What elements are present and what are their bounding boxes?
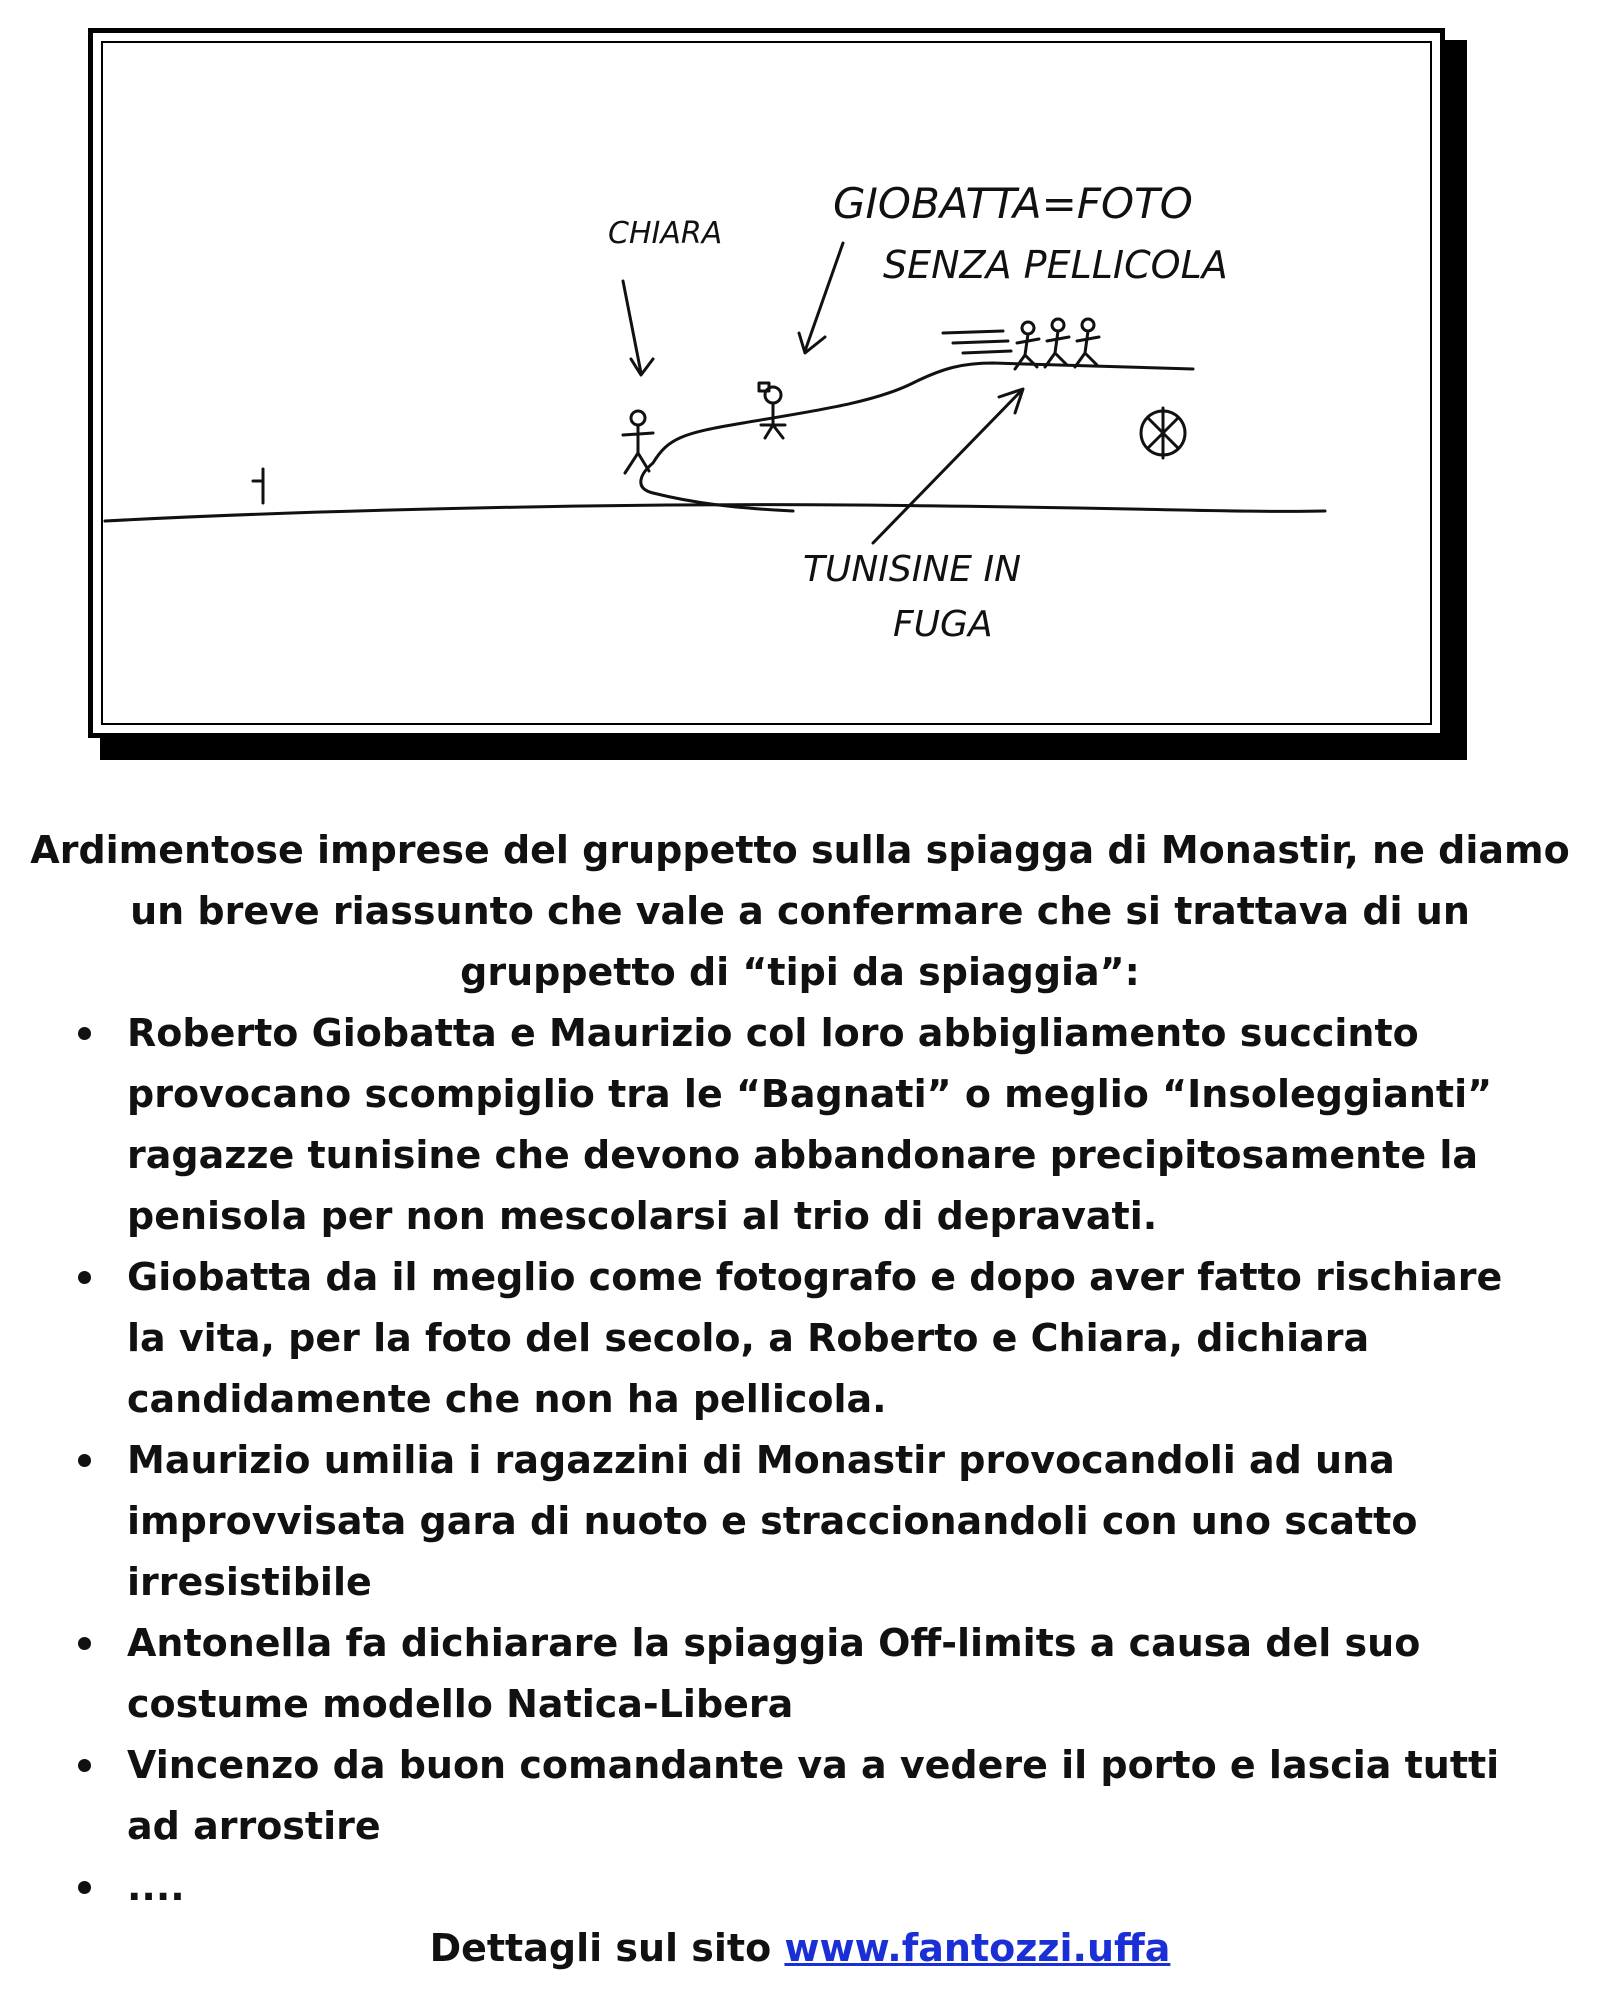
- caption-text: [20, 820, 1580, 1979]
- list-item: [20, 1247, 1580, 1430]
- bullet-icon: [78, 1271, 91, 1284]
- list-item: [20, 1735, 1580, 1857]
- peninsula-outline: [641, 363, 1193, 493]
- peninsula-base: [653, 493, 793, 511]
- bullet-icon: [78, 1454, 91, 1467]
- small-mark: [253, 469, 263, 503]
- list-item-text: Roberto Giobatta e Maurizio col loro abbigliamento succinto provocano scompiglio tra le “Bagnati” o meglio “Insoleggianti” ragazze tunisine che devono abbandonare precipitosamente la penisola per non mescolarsi al trio di depravati.: [127, 1011, 1493, 1238]
- label-tunisine-line2: FUGA: [893, 604, 993, 645]
- footer-prefix: Dettagli sul sito: [429, 1926, 785, 1970]
- site-link[interactable]: www.fantozzi.uffa: [784, 1926, 1171, 1970]
- scribble-sun: [1141, 408, 1185, 458]
- label-chiara: CHIARA: [608, 216, 723, 251]
- label-giobatta-line2: SENZA PELLICOLA: [883, 243, 1228, 287]
- list-item: [20, 1003, 1580, 1247]
- bullet-icon: [78, 1759, 91, 1772]
- list-item-text: Giobatta da il meglio come fotografo e dopo aver fatto rischiare la vita, per la foto del secolo, a Roberto e Chiara, dichiara candidamente che non ha pellicola.: [127, 1255, 1503, 1421]
- list-item-text: Maurizio umilia i ragazzini di Monastir provocandoli ad una improvvisata gara di nuoto e straccionandoli con uno scatto irresistibile: [127, 1438, 1418, 1604]
- bullet-icon: [78, 1881, 91, 1894]
- beach-sketch: [93, 33, 1440, 733]
- list-item-text: Vincenzo da buon comandante va a vedere il porto e lascia tutti ad arrostire: [127, 1743, 1500, 1848]
- bullet-icon: [78, 1637, 91, 1650]
- arrow-tunisine: [873, 389, 1023, 543]
- fleeing-figures: [943, 319, 1099, 369]
- chiara-figure: [623, 411, 653, 473]
- list-item-text: Antonella fa dichiarare la spiaggia Off-limits a causa del suo costume modello Natica-Libera: [127, 1621, 1421, 1726]
- bullet-icon: [78, 1027, 91, 1040]
- arrow-giobatta: [799, 243, 843, 353]
- drawing-frame: [88, 28, 1445, 738]
- exploits-list: [20, 1003, 1580, 1918]
- horizon-line: [105, 505, 1325, 521]
- label-tunisine-line1: TUNISINE IN: [803, 549, 1022, 590]
- list-item: [20, 1430, 1580, 1613]
- intro-paragraph: Ardimentose imprese del gruppetto sulla spiagga di Monastir, ne diamo un breve riassunto che vale a confermare che si trattava di un gruppetto di “tipi da spiaggia”:: [30, 828, 1570, 994]
- giobatta-figure: [759, 383, 785, 438]
- label-giobatta-line1: GIOBATTA=FOTO: [833, 179, 1193, 228]
- list-item: [20, 1613, 1580, 1735]
- list-item-text: ....: [127, 1865, 185, 1909]
- list-item: [20, 1857, 1580, 1918]
- footer: [20, 1918, 1580, 1979]
- arrow-chiara: [623, 281, 653, 375]
